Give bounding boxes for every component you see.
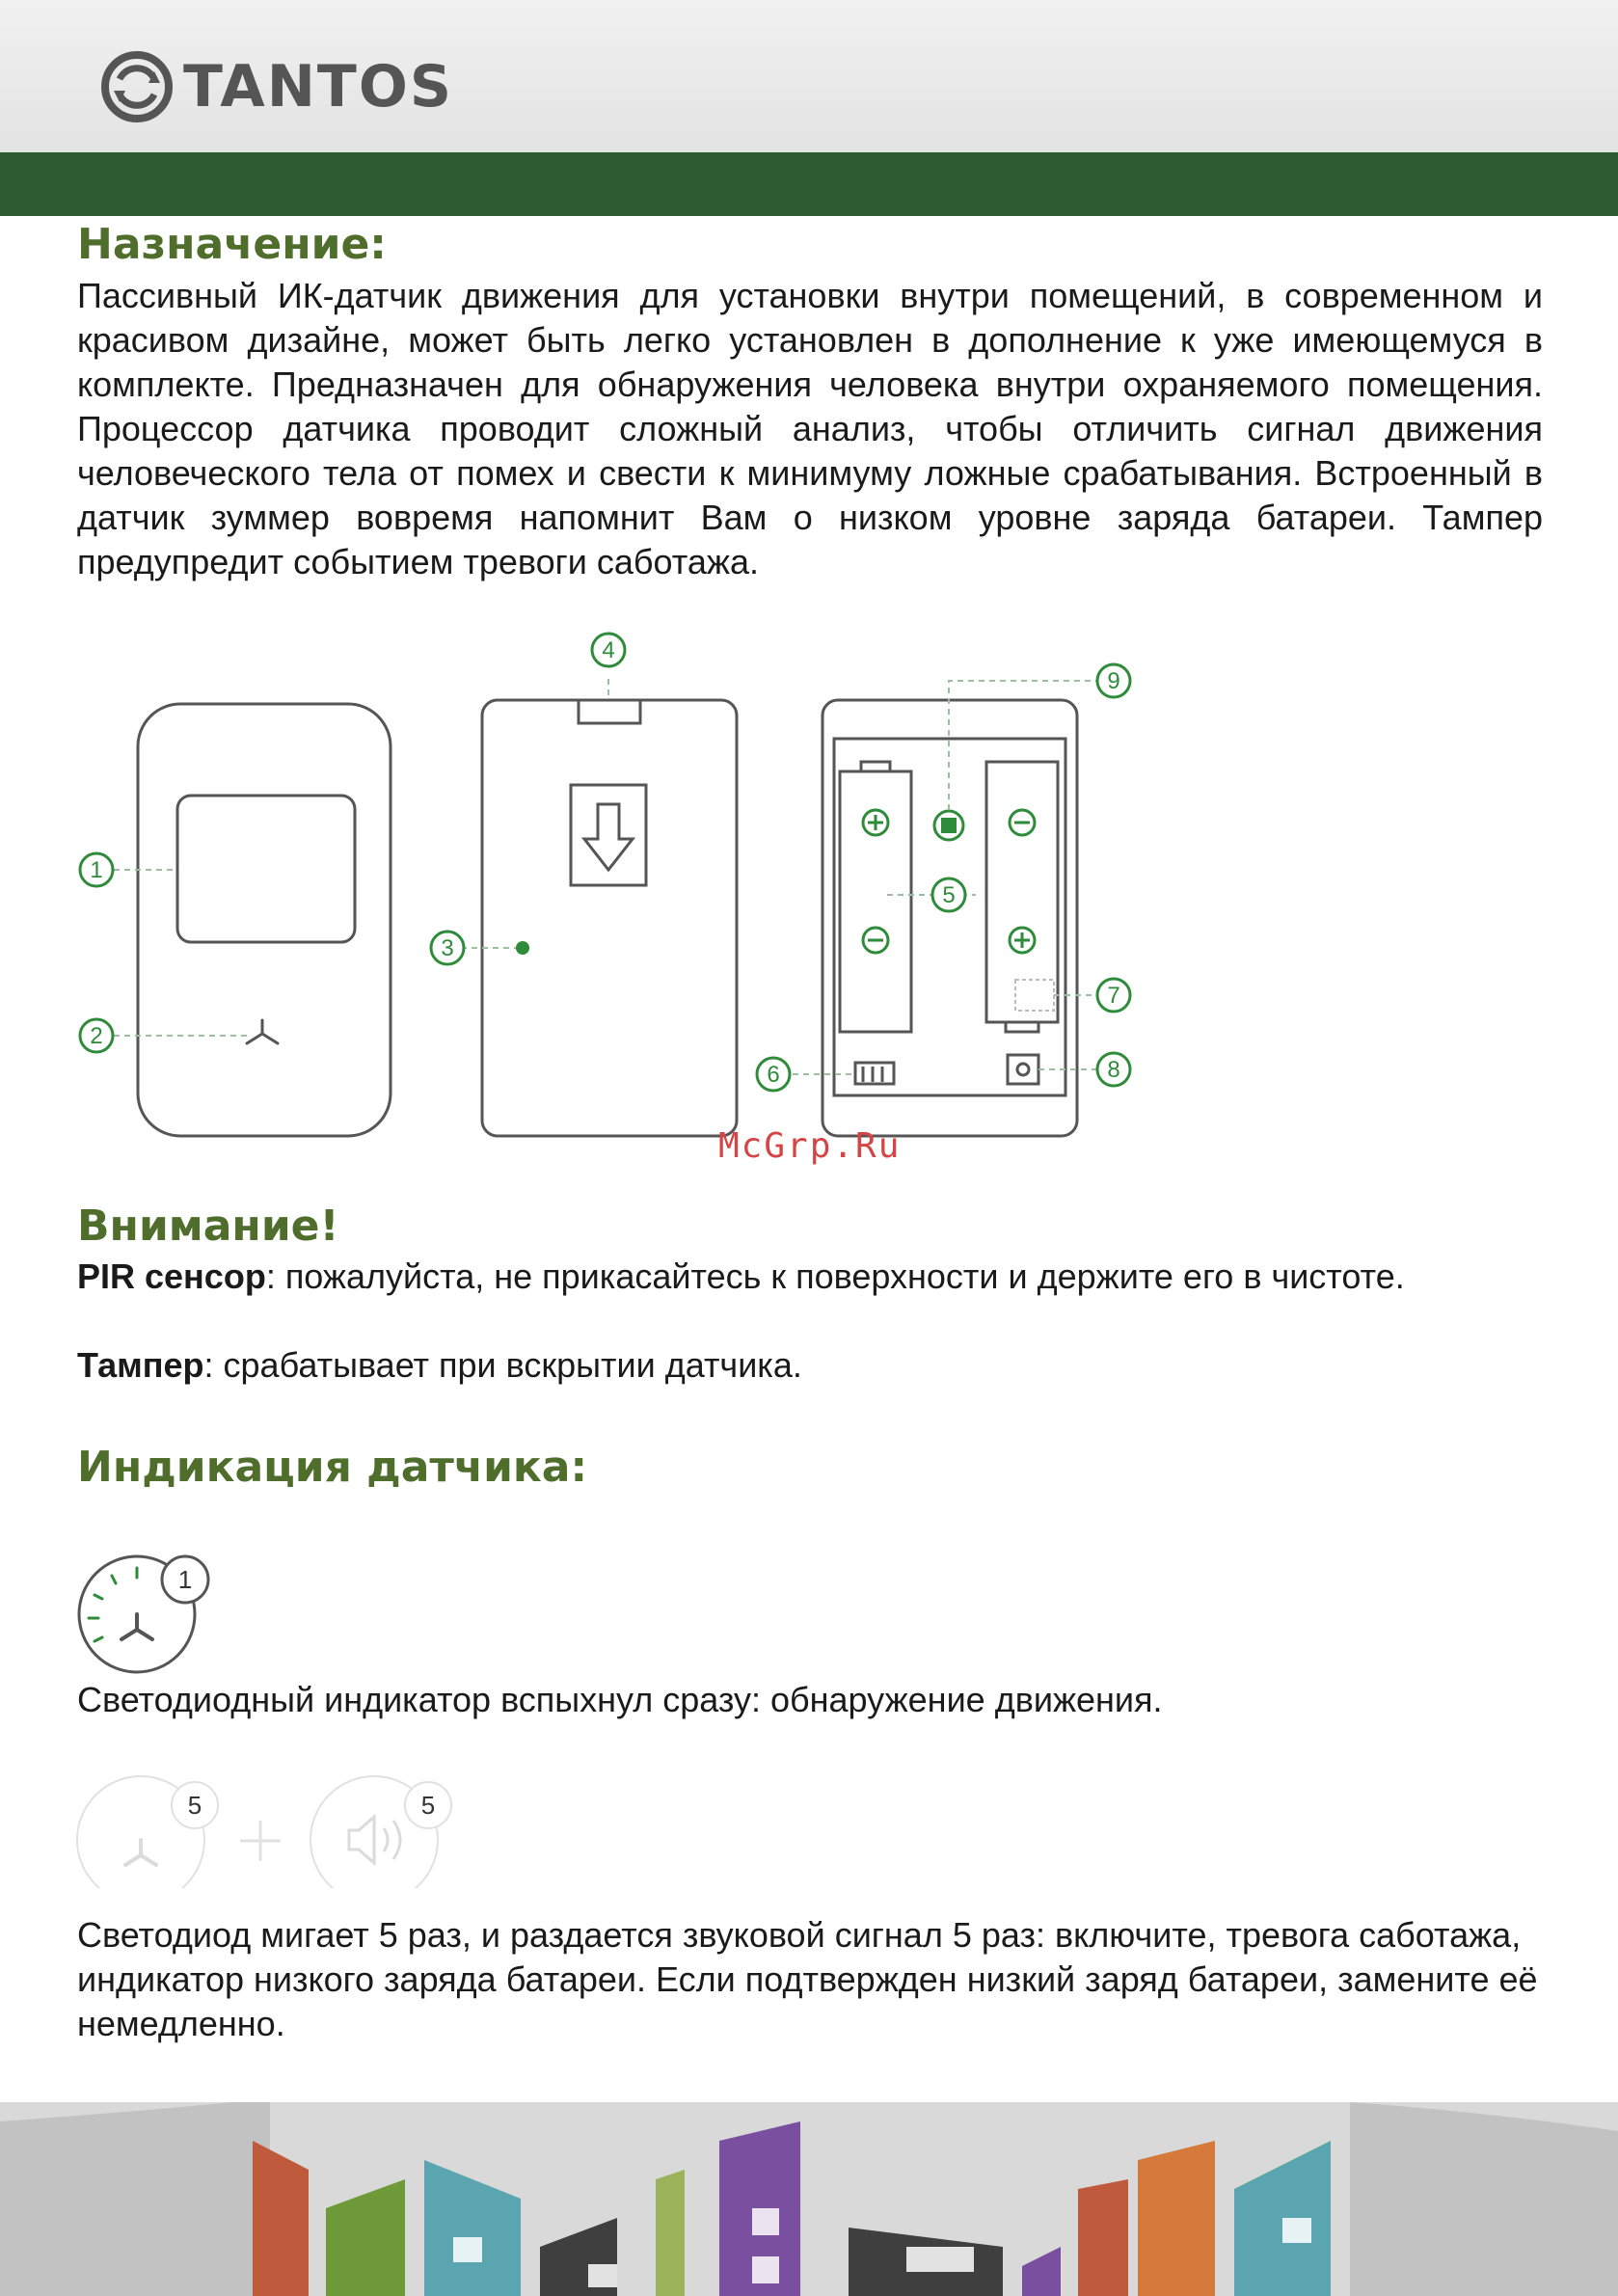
device-diagram (58, 617, 1196, 1157)
callout-7: 7 (1107, 983, 1120, 1009)
attention-title: Внимание! (77, 1202, 339, 1251)
watermark: McGrp.Ru (718, 1126, 902, 1166)
led-count-badge: 1 (177, 1565, 193, 1594)
tamper-term: Тампер (77, 1345, 204, 1385)
callout-1: 1 (90, 857, 103, 883)
cover-latch (579, 700, 640, 723)
logo-icon (100, 50, 174, 123)
callout-6: 6 (767, 1062, 780, 1088)
back-cover (482, 700, 737, 1136)
callout-3: 3 (441, 935, 454, 961)
purpose-text: Пассивный ИК-датчик движения для установки внутри помещений, в современном и красивом дизайне, может быть легко установлен в дополнение к уже имеющемуся в комплекте. Предназначен для обнаружения человека внутри охраняемого помещения. Процессор датчика проводит сложный анализ, чтобы отличить сигнал движения человеческого тела от помех и свести к минимуму ложные срабатывания. Встроенный в датчик зуммер вовремя напомнит Вам о низком уровне заряда батареи. Тампер предупредит событием тревоги саботажа. (77, 276, 1543, 581)
pir-text: : пожалуйста, не прикасайтесь к поверхности и держите его в чистоте. (265, 1256, 1405, 1296)
callout-2: 2 (90, 1023, 103, 1049)
led-sound-icon-group (75, 1772, 461, 1888)
callout-4: 4 (602, 637, 615, 663)
callout-9: 9 (1107, 668, 1120, 694)
indication-text-2: Светодиод мигает 5 раз, и раздается звуковой сигнал 5 раз: включите, тревога саботажа, индикатор низкого заряда батареи. Если подтвержден низкий заряд батареи, замените её немедленно. (77, 1915, 1538, 2043)
pir-term: PIR сенсор (77, 1256, 266, 1296)
brand-name: TANTOS (183, 53, 454, 121)
battery-compartment (834, 739, 1065, 1095)
attention-pir (77, 1255, 1543, 1299)
brand-logo (100, 50, 453, 123)
callout-5: 5 (942, 882, 956, 908)
led-blink-icon (125, 1840, 156, 1865)
header-band (0, 152, 1618, 216)
sound-count: 5 (420, 1791, 436, 1820)
tamper-switch (1008, 1055, 1038, 1084)
indication-text-1: Светодиодный индикатор вспыхнул сразу: обнаружение движения. (77, 1680, 1163, 1719)
led-blink-count: 5 (187, 1791, 202, 1820)
tamper-text: : срабатывает при вскрытии датчика. (203, 1345, 802, 1385)
led-indicator-icon (247, 1020, 278, 1043)
speaker-icon (349, 1817, 374, 1863)
footer-illustration (0, 2102, 1618, 2296)
led-flash-icon (75, 1554, 218, 1674)
dip-switch (855, 1063, 894, 1084)
purpose-title: Назначение: (77, 220, 387, 269)
tamper-point (516, 941, 529, 955)
callout-8: 8 (1107, 1057, 1120, 1083)
front-housing (138, 704, 391, 1136)
indication-title: Индикация датчика: (77, 1443, 588, 1492)
attention-tamper (77, 1343, 802, 1388)
battery-right (986, 762, 1058, 1022)
pir-window (177, 796, 355, 942)
